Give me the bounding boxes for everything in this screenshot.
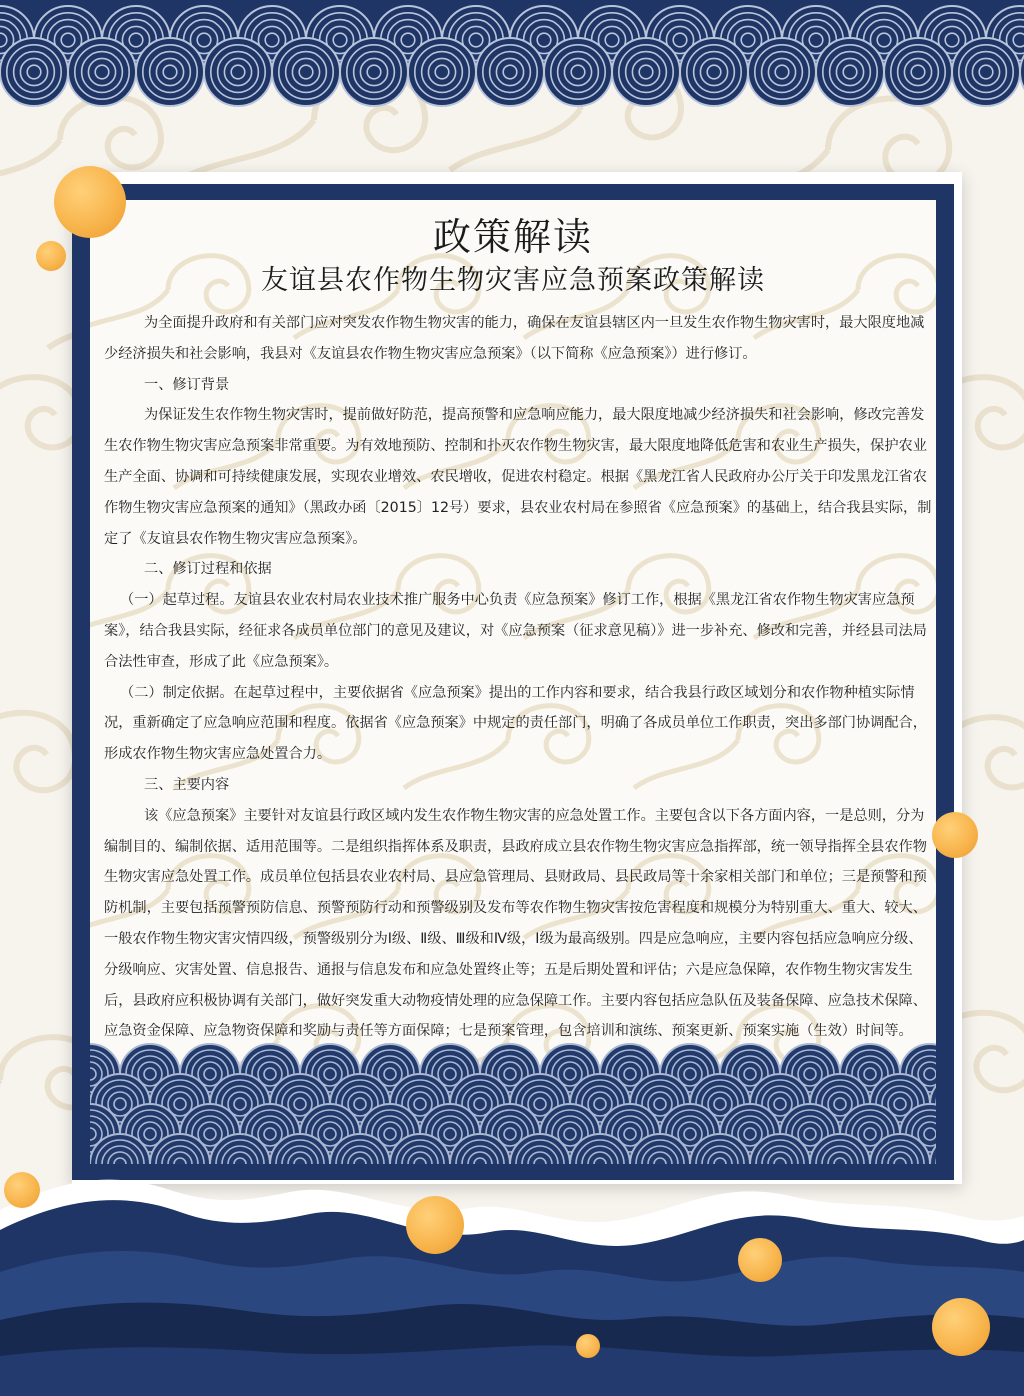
gold-ball-decoration xyxy=(932,1298,990,1356)
page-title: 政策解读 xyxy=(432,215,593,259)
gold-ball-decoration xyxy=(4,1172,40,1208)
page-subtitle: 友谊县农作物生物灾害应急预案政策解读 xyxy=(261,265,765,296)
document-body xyxy=(104,308,934,1047)
top-wave-border xyxy=(0,0,1024,110)
section-heading-process: 二、修订过程和依据 xyxy=(144,561,272,578)
bottom-wave-decoration xyxy=(0,1160,1024,1396)
gold-ball-decoration xyxy=(738,1238,782,1282)
content-paragraph: 该《应急预案》主要针对友谊县行政区域内发生农作物生物灾害的应急处置工作。主要包含以下各方面内容，一是总则，分为编制目的、编制依据、适用范围等。二是组织指挥体系及职责，县政府成立县农作物生物灾害应急指挥部，统一领导指挥全县农作物生物灾害应急处置工作。成员单位包括县农业农村局、县应急管理局、县财政局、县民政局等十余家相关部门和单位；三是预警和预防机制，主要包括预警预防信息、预警预防行动和预警级别及发布等农作物生物灾害按危害程度和规模分为特别重大、重大、较大、一般农作物生物灾害灾情四级，预警级别分为Ⅰ级、Ⅱ级、Ⅲ级和Ⅳ级，Ⅰ级为最高级别。四是应急响应，主要内容包括应急响应分级、分级响应、灾害处置、信息报告、通报与信息发布和应急处置终止等；五是后期处置和评估；六是应急保障，农作物生物灾害发生后，县政府应积极协调有关部门，做好突发重大动物疫情处理的应急保障工作。主要内容包括应急队伍及装备保障、应急技术保障、应急资金保障、应急物资保障和奖励与责任等方面保障；七是预案管理，包含培训和演练、预案更新、预案实施（生效）时间等。 xyxy=(104,807,927,1040)
gold-ball-decoration xyxy=(406,1196,464,1254)
gold-ball-decoration xyxy=(932,812,978,858)
gold-ball-decoration xyxy=(54,166,126,238)
background-paragraph: 为保证发生农作物生物灾害时，提前做好防范，提高预警和应急响应能力，最大限度地减少经济损失和社会影响，修改完善发生农作物生物灾害应急预案非常重要。为有效地预防、控制和扑灭农作物生物灾害，最大限度地降低危害和农业生产损失，保护农业生产全面、协调和可持续健康发展，实现农业增效、农民增收，促进农村稳定。根据《黑龙江省人民政府办公厅关于印发黑龙江省农作物生物灾害应急预案的通知》（黑政办函〔2015〕12号）要求，县农业农村局在参照省《应急预案》的基础上，结合我县实际，制定了《友谊县农作物生物灾害应急预案》。 xyxy=(104,407,932,547)
section-heading-background: 一、修订背景 xyxy=(144,376,230,393)
document-card xyxy=(72,184,954,1180)
paper-bottom-wave-border xyxy=(90,1034,936,1164)
gold-ball-decoration xyxy=(576,1334,600,1358)
gold-ball-decoration xyxy=(36,241,66,271)
intro-paragraph: 为全面提升政府和有关部门应对突发农作物生物灾害的能力，确保在友谊县辖区内一旦发生农作物生物灾害时，最大限度地减少经济损失和社会影响，我县对《友谊县农作物生物灾害应急预案》（以下简称《应急预案》）进行修订。 xyxy=(104,315,925,362)
section-heading-content: 三、主要内容 xyxy=(144,776,230,793)
document-paper xyxy=(90,200,936,1164)
basis-paragraph: （二）制定依据。在起草过程中，主要依据省《应急预案》提出的工作内容和要求，结合我县行政区域划分和农作物种植实际情况，重新确定了应急响应范围和程度。依据省《应急预案》中规定的责任部门，明确了各成员单位工作职责，突出多部门协调配合，形成农作物生物灾害应急处置合力。 xyxy=(104,684,927,763)
drafting-paragraph: （一）起草过程。友谊县农业农村局农业技术推广服务中心负责《应急预案》修订工作，根据《黑龙江省农作物生物灾害应急预案》，结合我县实际，经征求各成员单位部门的意见及建议，对《应急预案（征求意见稿）》进一步补充、修改和完善，并经县司法局合法性审查，形成了此《应急预案》。 xyxy=(104,592,927,670)
